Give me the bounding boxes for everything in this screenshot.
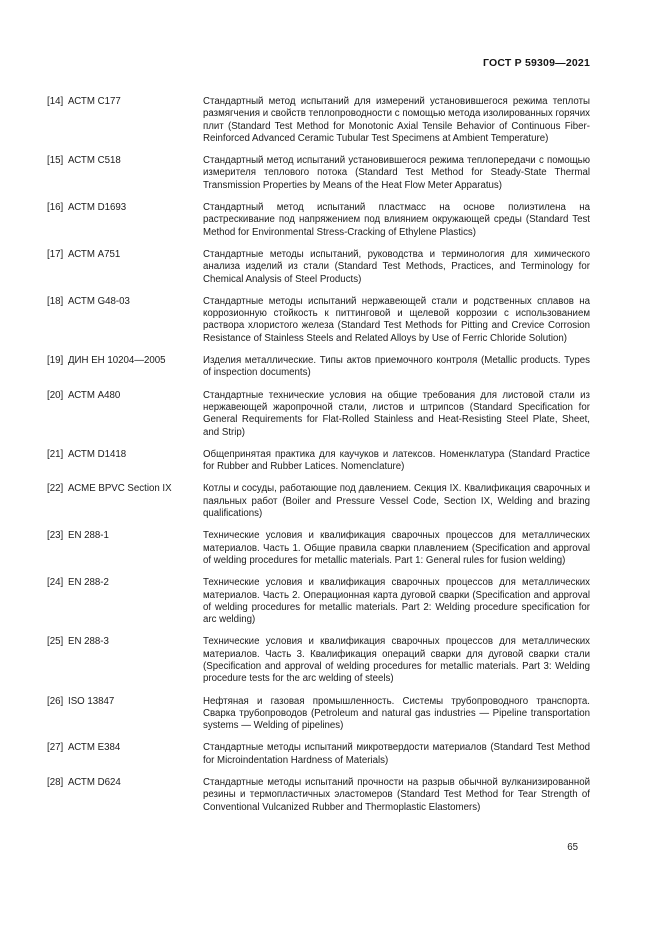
reference-number: [15] bbox=[47, 155, 64, 167]
reference-description: Котлы и сосуды, работающие под давлением. Секция IX. Квалификация сварочных и паяльных работ (Boiler and Pressure Vessel Code, Section IX, Welding and brazing qualifications) bbox=[203, 483, 590, 520]
reference-number: [28] bbox=[47, 777, 64, 789]
reference-item bbox=[47, 390, 590, 439]
reference-number: [18] bbox=[47, 295, 64, 307]
reference-description: Стандартный метод испытаний для измерений установившегося режима теплоты размягчения и свойств теплопроводности с помощью метода изолированных горячих плит (Standard Test Method for Monotonic Axial Tensile Behavior of Continuous Fiber-Reinforced Advanced Ceramic Tubular Test Specimens at Ambient Temperature) bbox=[203, 96, 590, 144]
reference-description: Стандартные методы испытаний прочности на разрыв обычной вулканизированной резины и термопластичных эластомеров (Standard Test Method for Tear Strength of Conventional Vulcanized Rubber and Thermoplastic Elastomers) bbox=[203, 777, 590, 813]
references-list bbox=[47, 96, 590, 824]
reference-item bbox=[47, 777, 590, 814]
reference-description: Изделия металлические. Типы актов приемочного контроля (Metallic products. Types of inspection documents) bbox=[203, 355, 590, 379]
reference-id: АСТМ С518 bbox=[68, 155, 121, 167]
reference-number: [17] bbox=[47, 248, 64, 260]
reference-item bbox=[47, 577, 590, 626]
reference-number: [25] bbox=[47, 636, 64, 648]
reference-description: Стандартные методы испытаний, руководства и терминология для химического анализа изделий из стали (Standard Test Methods, Practices, and Terminology for Chemical Analysis of Steel Products) bbox=[203, 248, 590, 285]
reference-id: АСТМ С177 bbox=[68, 96, 121, 107]
reference-description: Общепринятая практика для каучуков и латексов. Номенклатура (Standard Practice for Rubber and Rubber Latices. Nomenclature) bbox=[203, 448, 590, 473]
reference-item bbox=[47, 636, 590, 685]
reference-number: [22] bbox=[47, 483, 64, 495]
reference-id: EN 288-1 bbox=[68, 530, 109, 542]
reference-number: [20] bbox=[47, 389, 64, 401]
reference-number: [24] bbox=[47, 577, 64, 589]
reference-description: Стандартный метод испытаний пластмасс на основе полиэтилена на растрескивание под напряжением под влиянием окружающей среды (Standard Test Method for Environmental Stress-Cracking of Ethylene Plastics) bbox=[203, 202, 590, 238]
reference-item bbox=[47, 530, 590, 567]
reference-item bbox=[47, 483, 590, 520]
reference-id: EN 288-2 bbox=[68, 577, 109, 589]
reference-item bbox=[47, 96, 590, 145]
reference-id: АСТМ D624 bbox=[68, 777, 121, 789]
reference-item bbox=[47, 742, 590, 767]
reference-id: EN 288-3 bbox=[68, 636, 109, 648]
reference-id: АСТМ Е384 bbox=[68, 742, 121, 754]
reference-number: [23] bbox=[47, 530, 64, 542]
reference-item bbox=[47, 449, 590, 474]
reference-item bbox=[47, 249, 590, 286]
reference-description: Технические условия и квалификация сварочных процессов для металлических материалов. Часть 3. Квалификация операций сварки для дуговой сварки стали (Specification and approval of welding procedures for metallic materials. Part 3: Welding procedure tests for the arc welding of steels) bbox=[203, 636, 590, 685]
reference-item bbox=[47, 202, 590, 239]
reference-id: ДИН ЕН 10204—2005 bbox=[68, 355, 166, 367]
reference-number: [14] bbox=[47, 96, 64, 107]
reference-description: Технические условия и квалификация сварочных процессов для металлических материалов. Часть 1. Общие правила сварки плавлением (Specification and approval of welding procedures for metallic materials. Part 1: General rules for fusion welding) bbox=[203, 530, 590, 566]
reference-id: ISO 13847 bbox=[68, 695, 115, 707]
reference-description: Стандартные методы испытаний нержавеющей стали и родственных сплавов на коррозионную стойкость к питтинговой и щелевой коррозии с использованием раствора хлористого железа (Standard Test Methods for Pitting and Crevice Corrosion Resistance of Stainless Steels and Related Alloys by Use of Ferric Chloride Solution) bbox=[203, 295, 590, 344]
reference-number: [21] bbox=[47, 448, 64, 460]
reference-number: [19] bbox=[47, 355, 64, 367]
document-header-standard-number: ГОСТ Р 59309—2021 bbox=[482, 57, 590, 69]
reference-number: [16] bbox=[47, 202, 64, 214]
reference-id: АСМЕ BPVC Section IX bbox=[68, 483, 172, 495]
reference-description: Нефтяная и газовая промышленность. Системы трубопроводного транспорта. Сварка трубопроводов (Petroleum and natural gas industries — Pipeline transportation systems — Welding of pipelines) bbox=[203, 695, 590, 732]
reference-item bbox=[47, 696, 590, 733]
page-number: 65 bbox=[567, 842, 578, 853]
reference-id: АСТМ А480 bbox=[68, 389, 121, 401]
reference-item bbox=[47, 155, 590, 192]
reference-description: Стандартные методы испытаний микротвердости материалов (Standard Test Method for Microindentation Hardness of Materials) bbox=[203, 742, 590, 766]
reference-item bbox=[47, 296, 590, 345]
reference-id: АСТМ D1418 bbox=[68, 448, 127, 460]
reference-item bbox=[47, 355, 590, 380]
reference-description: Технические условия и квалификация сварочных процессов для металлических материалов. Часть 2. Операционная карта дуговой сварки (Specification and approval of welding procedures for metallic materials. Part 2: Welding procedure specification for arc welding) bbox=[203, 577, 590, 626]
reference-number: [26] bbox=[47, 695, 64, 707]
reference-id: АСТМ D1693 bbox=[68, 202, 127, 214]
reference-description: Стандартные технические условия на общие требования для листовой стали из нержавеющей жаропрочной стали, листов и штрипсов (Standard Specification for General Requirements for Flat-Rolled Stainless and Heat-Resisting Steel Plate, Sheet, and Strip) bbox=[203, 389, 590, 438]
reference-number: [27] bbox=[47, 742, 64, 754]
reference-id: АСТМ А751 bbox=[68, 248, 121, 260]
reference-id: АСТМ G48-03 bbox=[68, 295, 130, 307]
reference-description: Стандартный метод испытаний установившегося режима теплопередачи с помощью измерителя теплового потока (Standard Test Method for Steady-State Thermal Transmission Properties by Means of the Heat Flow Meter Apparatus) bbox=[203, 155, 590, 191]
